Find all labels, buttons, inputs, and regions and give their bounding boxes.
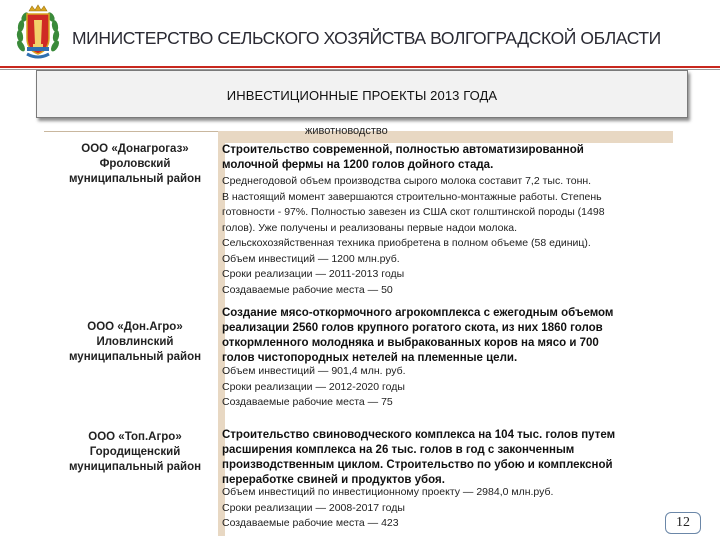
project-description	[222, 428, 682, 488]
detail-line: В настоящий момент завершаются строительно-монтажные работы. Степень	[222, 190, 602, 203]
project-org	[50, 320, 220, 365]
org-district: Иловлинский	[96, 336, 174, 348]
org-name: ООО «Топ.Агро»	[88, 431, 182, 443]
org-name: ООО «Донагрогаз»	[81, 143, 189, 155]
section-banner	[36, 70, 688, 118]
detail-line: Создаваемые рабочие места — 50	[222, 283, 393, 296]
detail-line: Сроки реализации — 2008-2017 годы	[222, 501, 405, 514]
description-line: голов чистопородных нетелей на племенные цели.	[222, 352, 518, 364]
detail-line: Создаваемые рабочие места — 75	[222, 396, 393, 408]
description-line: Строительство свиноводческого комплекса на 104 тыс. голов путем	[222, 429, 616, 441]
table-row-divider	[44, 131, 218, 132]
banner-title: ИНВЕСТИЦИОННЫЕ ПРОЕКТЫ 2013 ГОДА	[226, 88, 498, 103]
description-line: откормленного молодняка и выбракованных коров на мясо и 700	[222, 337, 599, 349]
header-divider-red	[0, 66, 720, 68]
org-district-type: муниципальный район	[68, 461, 202, 473]
detail-line: голов). Уже получены и реализованы первые надои молока.	[222, 221, 518, 234]
description-line: Строительство современной, полностью автоматизированной	[222, 144, 584, 156]
detail-line: Сельскохозяйственная техника приобретена в полном объеме (58 единиц).	[222, 237, 591, 249]
detail-line: Сроки реализации — 2012-2020 годы	[222, 380, 405, 393]
description-line: реализации 2560 голов крупного рогатого скота, из них 1860 голов	[222, 322, 603, 334]
project-description	[222, 306, 682, 366]
project-details	[222, 485, 677, 532]
description-line: молочной фермы на 1200 голов дойного стада.	[222, 159, 494, 171]
detail-line: готовности - 97%. Полностью завезен из США скот голштинской породы (1498	[222, 206, 605, 218]
org-name: ООО «Дон.Агро»	[87, 321, 183, 333]
org-district: Фроловский	[99, 158, 171, 170]
detail-line: Среднегодовой объем производства сырого молока составит 7,2 тыс. тонн.	[222, 175, 592, 187]
page-title: МИНИСТЕРСТВО СЕЛЬСКОГО ХОЗЯЙСТВА ВОЛГОГРАДСКОЙ ОБЛАСТИ	[72, 28, 661, 48]
project-org	[50, 142, 220, 187]
detail-line: Создаваемые рабочие места — 423	[222, 517, 399, 529]
project-org	[50, 430, 220, 475]
description-line: расширения комплекса на 26 тыс. голов в год с законченным	[222, 444, 575, 456]
detail-line: Объем инвестиций — 901,4 млн. руб.	[222, 365, 406, 377]
description-line: Создание мясо-откормочного агрокомплекса с ежегодным объемом	[222, 307, 614, 319]
table-header-band	[218, 131, 673, 143]
org-district: Городищенский	[89, 446, 181, 458]
project-details	[222, 174, 677, 298]
description-line: производственным циклом. Строительство по убою и комплексной	[222, 459, 613, 471]
org-district-type: муниципальный район	[68, 173, 202, 185]
org-district-type: муниципальный район	[68, 351, 202, 363]
detail-line: Объем инвестиций по инвестиционному проекту — 2984,0 млн.руб.	[222, 486, 554, 498]
page-number: 12	[665, 512, 701, 534]
detail-line: Объем инвестиций — 1200 млн.руб.	[222, 252, 400, 265]
detail-line: Сроки реализации — 2011-2013 годы	[222, 268, 405, 280]
project-description	[222, 143, 682, 173]
project-details	[222, 364, 677, 411]
description-line: переработке свиней и продуктов убоя.	[222, 474, 445, 486]
coat-of-arms-icon	[15, 4, 61, 64]
section-label: животноводство	[305, 125, 388, 137]
